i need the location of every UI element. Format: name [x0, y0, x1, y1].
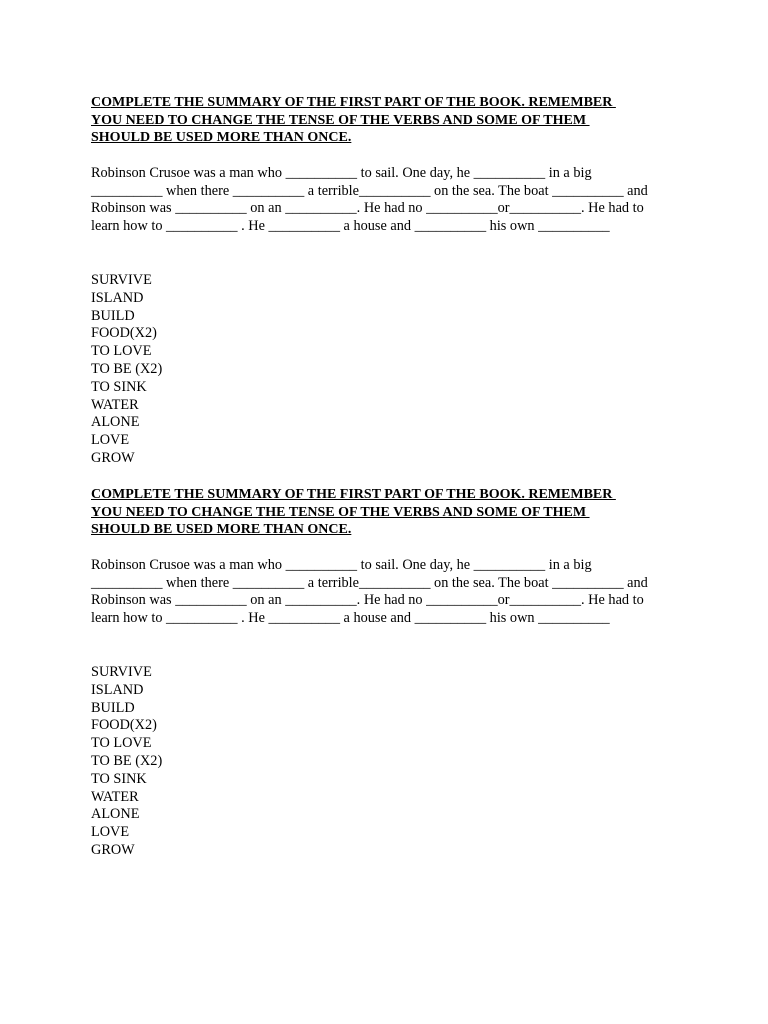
word-bank: [91, 272, 162, 468]
word-bank-item: TO LOVE: [91, 343, 152, 360]
word-bank-item: WATER: [91, 396, 139, 413]
heading-line: SHOULD BE USED MORE THAN ONCE.: [91, 522, 352, 537]
word-bank: [91, 664, 162, 860]
word-bank-item: BUILD: [91, 699, 135, 716]
word-bank-item: GROW: [91, 449, 135, 466]
summary-paragraph: [91, 165, 648, 236]
summary-line: __________ when there __________ a terrible__________ on the sea. The boat __________ and: [91, 182, 648, 199]
word-bank-item: TO SINK: [91, 378, 147, 395]
heading-line: YOU NEED TO CHANGE THE TENSE OF THE VERBS AND SOME OF THEM: [91, 112, 590, 128]
word-bank-item: BUILD: [91, 307, 135, 324]
summary-line: Robinson was __________ on an __________. He had no __________or__________. He had to: [91, 200, 644, 217]
word-bank-item: FOOD(X2): [91, 325, 157, 342]
word-bank-item: ISLAND: [91, 681, 144, 698]
word-bank-item: LOVE: [91, 824, 130, 841]
summary-line: Robinson Crusoe was a man who __________ to sail. One day, he __________ in a big: [91, 557, 592, 573]
word-bank-item: ALONE: [91, 414, 140, 431]
word-bank-item: ISLAND: [91, 289, 144, 306]
heading-line: YOU NEED TO CHANGE THE TENSE OF THE VERBS AND SOME OF THEM: [91, 504, 590, 520]
exercise-section-2: [91, 486, 691, 858]
word-bank-item: SURVIVE: [91, 272, 152, 288]
word-bank-item: ALONE: [91, 806, 140, 823]
word-bank-item: LOVE: [91, 432, 130, 449]
word-bank-item: TO SINK: [91, 770, 147, 787]
instructions-heading: [91, 486, 691, 539]
heading-line: SHOULD BE USED MORE THAN ONCE.: [91, 130, 352, 145]
exercise-section-1: [91, 94, 691, 466]
word-bank-item: TO LOVE: [91, 735, 152, 752]
heading-line: COMPLETE THE SUMMARY OF THE FIRST PART OF THE BOOK. REMEMBER: [91, 95, 616, 110]
word-bank-item: FOOD(X2): [91, 717, 157, 734]
word-bank-item: SURVIVE: [91, 664, 152, 680]
summary-line: Robinson was __________ on an __________. He had no __________or__________. He had to: [91, 592, 644, 609]
word-bank-item: TO BE (X2): [91, 752, 163, 769]
summary-line: learn how to __________ . He __________ a house and __________ his own __________: [91, 610, 610, 627]
summary-line: learn how to __________ . He __________ a house and __________ his own __________: [91, 218, 610, 235]
summary-line: Robinson Crusoe was a man who __________ to sail. One day, he __________ in a big: [91, 165, 592, 181]
summary-paragraph: [91, 557, 648, 628]
word-bank-item: WATER: [91, 788, 139, 805]
word-bank-item: TO BE (X2): [91, 360, 163, 377]
word-bank-item: GROW: [91, 841, 135, 858]
heading-line: COMPLETE THE SUMMARY OF THE FIRST PART OF THE BOOK. REMEMBER: [91, 487, 616, 502]
summary-line: __________ when there __________ a terrible__________ on the sea. The boat __________ and: [91, 574, 648, 591]
instructions-heading: [91, 94, 691, 147]
